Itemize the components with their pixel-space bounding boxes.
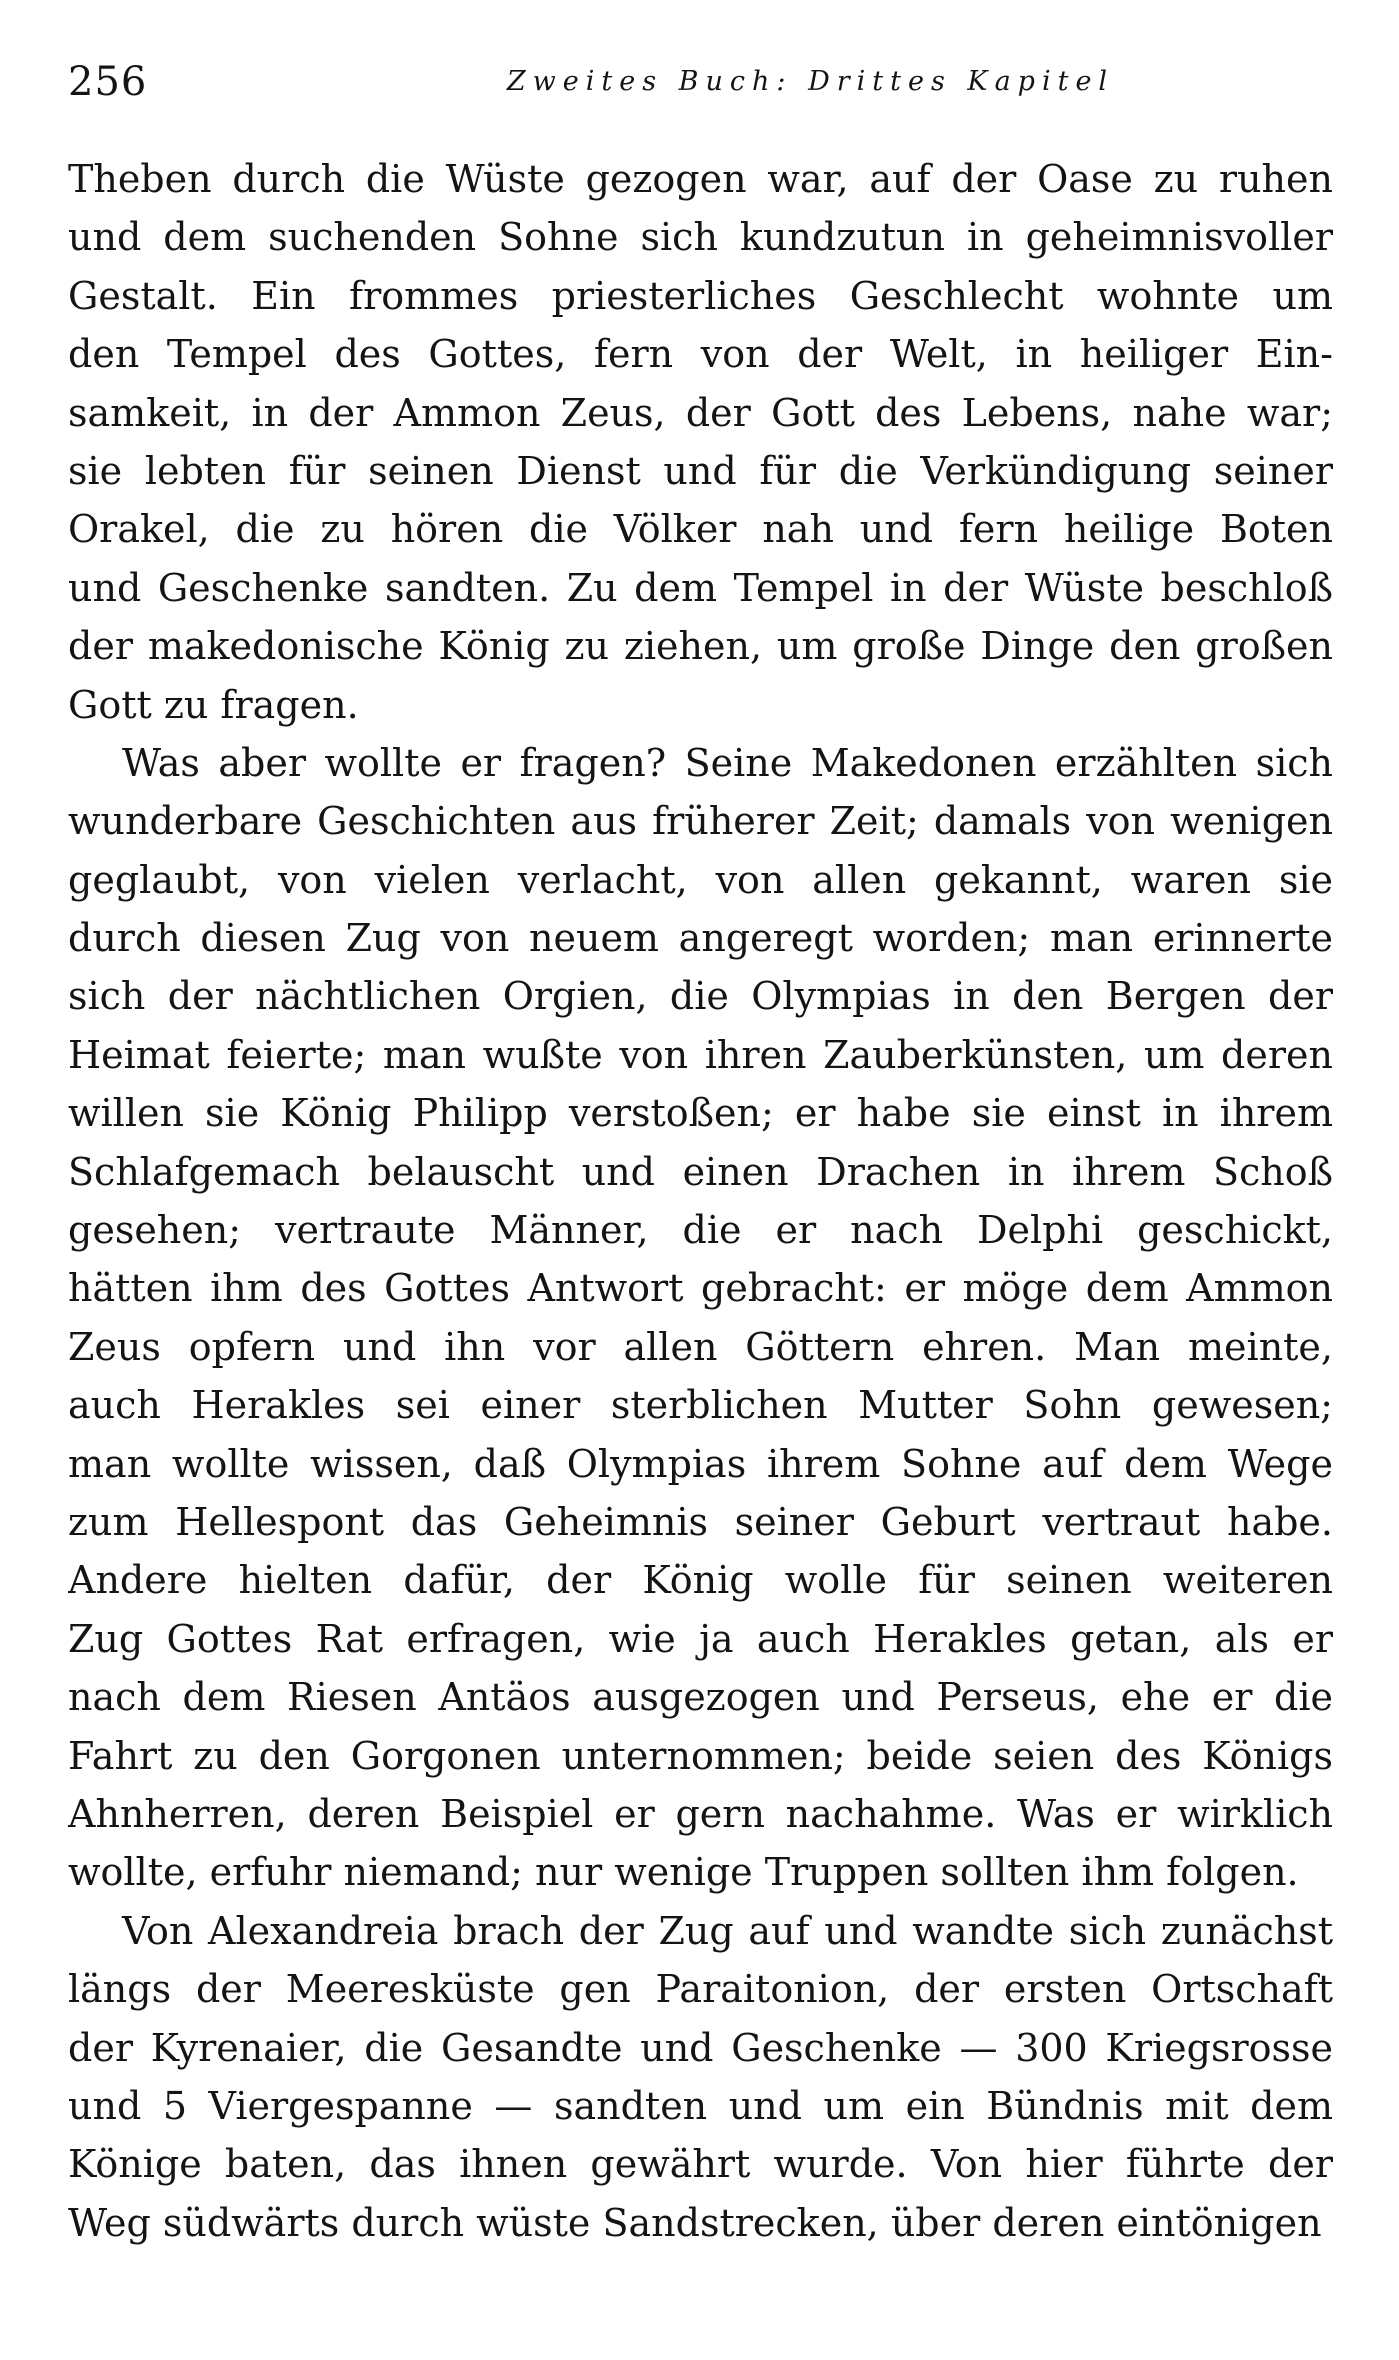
text-line: Ahnherren, deren Beispiel er gern nachahme. Was er wirklich bbox=[68, 1791, 1333, 1836]
text-line: der makedonische König zu ziehen, um große Dinge den großen bbox=[68, 624, 1333, 669]
text-line: wollte, erfuhr niemand; nur wenige Truppen sollten ihm folgen. bbox=[68, 1850, 1299, 1895]
text-line: Gestalt. Ein frommes priesterliches Geschlecht wohnte um bbox=[68, 273, 1333, 318]
text-line: Fahrt zu den Gorgonen unternommen; beide seien des Königs bbox=[68, 1733, 1333, 1778]
text-line: samkeit, in der Ammon Zeus, der Gott des Lebens, nahe war; bbox=[68, 390, 1333, 435]
text-line: gesehen; vertraute Männer, die er nach Delphi geschickt, bbox=[68, 1208, 1333, 1253]
text-line: zum Hellespont das Geheimnis seiner Geburt vertraut habe. bbox=[68, 1499, 1333, 1544]
text-line: wunderbare Geschichten aus früherer Zeit; damals von wenigen bbox=[68, 799, 1333, 844]
text-line: sie lebten für seinen Dienst und für die Verkündigung seiner bbox=[68, 448, 1333, 493]
text-line: Schlafgemach belauscht und einen Drachen in ihrem Schoß bbox=[68, 1149, 1333, 1194]
text-line: der Kyrenaier, die Gesandte und Geschenke — 300 Kriegsrosse bbox=[68, 2025, 1333, 2070]
text-line: und Geschenke sandten. Zu dem Tempel in der Wüste beschloß bbox=[68, 565, 1333, 610]
paragraph bbox=[68, 1902, 1333, 2252]
text-line: den Tempel des Gottes, fern von der Welt, in heiliger Ein- bbox=[68, 332, 1333, 377]
page-number: 256 bbox=[68, 59, 148, 105]
text-line: und dem suchenden Sohne sich kundzutun in geheimnisvoller bbox=[68, 215, 1333, 260]
text-line: nach dem Riesen Antäos ausgezogen und Perseus, ehe er die bbox=[68, 1675, 1333, 1720]
text-line: sich der nächtlichen Orgien, die Olympias in den Bergen der bbox=[68, 974, 1333, 1019]
text-line: Von Alexandreia brach der Zug auf und wandte sich zunächst bbox=[122, 1908, 1333, 1953]
body-text bbox=[68, 150, 1333, 2252]
text-line: Orakel, die zu hören die Völker nah und fern heilige Boten bbox=[68, 507, 1333, 552]
text-line: Zug Gottes Rat erfragen, wie ja auch Herakles getan, als er bbox=[68, 1616, 1333, 1661]
text-line: Heimat feierte; man wußte von ihren Zauberkünsten, um deren bbox=[68, 1032, 1333, 1077]
text-line: hätten ihm des Gottes Antwort gebracht: er möge dem Ammon bbox=[68, 1266, 1333, 1311]
text-line: geglaubt, von vielen verlacht, von allen gekannt, waren sie bbox=[68, 857, 1333, 902]
text-line: längs der Meeresküste gen Paraitonion, der ersten Ortschaft bbox=[68, 1967, 1333, 2012]
text-line: Gott zu fragen. bbox=[68, 682, 359, 727]
text-line: Was aber wollte er fragen? Seine Makedonen erzählten sich bbox=[122, 740, 1333, 785]
text-line: auch Herakles sei einer sterblichen Mutter Sohn gewesen; bbox=[68, 1383, 1333, 1428]
paragraph bbox=[68, 734, 1333, 1902]
text-line: Zeus opfern und ihn vor allen Göttern ehren. Man meinte, bbox=[68, 1324, 1333, 1369]
paragraph bbox=[68, 150, 1333, 734]
running-head: Zweites Buch: Drittes Kapitel bbox=[506, 66, 1115, 97]
text-line: durch diesen Zug von neuem angeregt worden; man erinnerte bbox=[68, 916, 1333, 961]
text-line: Könige baten, das ihnen gewährt wurde. Von hier führte der bbox=[68, 2142, 1333, 2187]
text-line: willen sie König Philipp verstoßen; er habe sie einst in ihrem bbox=[68, 1091, 1333, 1136]
text-line: Theben durch die Wüste gezogen war, auf der Oase zu ruhen bbox=[68, 157, 1333, 201]
page-header bbox=[68, 52, 1333, 112]
text-line: man wollte wissen, daß Olympias ihrem Sohne auf dem Wege bbox=[68, 1441, 1333, 1486]
text-line: und 5 Viergespanne — sandten und um ein Bündnis mit dem bbox=[68, 2083, 1333, 2128]
text-line: Andere hielten dafür, der König wolle für seinen weiteren bbox=[68, 1558, 1333, 1603]
text-line: Weg südwärts durch wüste Sandstrecken, über deren eintönigen bbox=[68, 2200, 1322, 2245]
